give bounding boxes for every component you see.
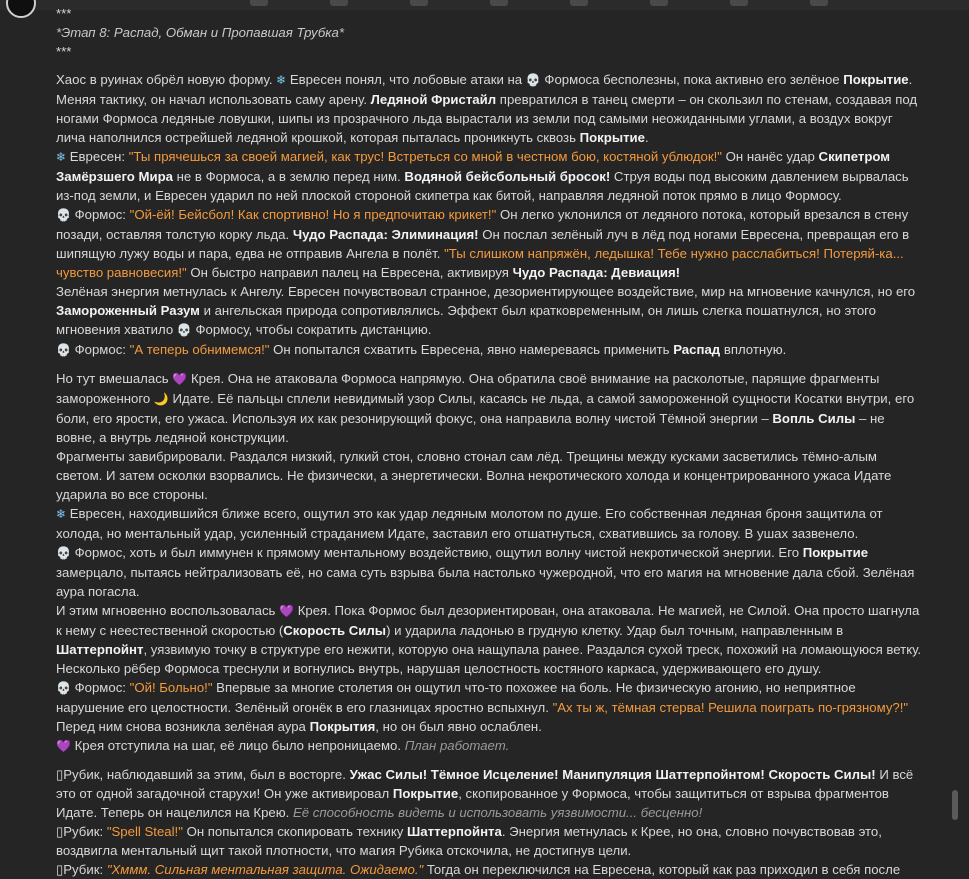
paragraph-9: 💀 Формос, хоть и был иммунен к прямому ментальному воздействию, ощутил волну чистой некротической энергии. Его Покрытие замерцало, пытаясь нейтрализовать её, но сама суть взрыва была настолько чужеродной, что его магия на мгновение дала сбой. Зелёная аура погасла. xyxy=(56,545,915,599)
skull-icon: 💀 xyxy=(56,343,71,357)
paragraph-11: 💀 Формос: "Ой! Больно!" Впервые за многие столетия он ощутил что-то похожее на боль. Не физическую агонию, но неприятное нарушение его целостности. Зелёный огонёк в его глазницах яростно вспыхнул. "Ах ты ж, тёмная стерва! Решила поиграть по-грязному?!" xyxy=(56,680,909,715)
skull-icon: 💀 xyxy=(56,681,71,695)
paragraph-16: ▯Рубик: "Хммм. Сильная ментальная защита. Ожидаемо." Тогда он переключился на Евресена, который как раз приходил в себя после xyxy=(56,862,901,877)
skull-icon: 💀 xyxy=(56,208,71,222)
missing-glyph-icon: ▯ xyxy=(56,767,64,782)
paragraph-6: Но тут вмешалась 💜 Крея. Она не атаковала Формоса напрямую. Она обратила своё внимание на расколотые, парящие фрагменты замороженного 🌙 Идате. Её пальцы сплели невидимый узор Силы, касаясь не льда, а самой замороженной сущности Косатки внутри, его боли, его ярости, его ужаса. Используя их как резонирующий фокус, она направила волну чистой Тёмной энергии – Вопль Силы – не вовне, а внутрь ледяной конструкции. xyxy=(56,371,915,445)
skull-icon: 💀 xyxy=(525,73,541,87)
paragraph-15: ▯Рубик: "Spell Steal!" Он попытался скопировать технику Шаттерпойнта. Энергия метнулась к Крее, но она, словно почувствовав это, воздвигла ментальный щит такой плотности, что магия Рубика отскочила, не достигнув цели. xyxy=(56,824,882,858)
paragraph-12: Перед ним снова возникла зелёная аура Покрытия, но он был явно ослаблен. xyxy=(56,719,542,734)
skull-icon: 💀 xyxy=(56,546,71,560)
paragraph-7: Фрагменты завибрировали. Раздался низкий, гулкий стон, словно стонал сам лёд. Трещины между кусками засветились тёмно-алым светом. И затем осколки взорвались. Не физически, а энергетически. Волна некротического холода и концентрированного ужаса Идате ударила во все стороны. xyxy=(56,449,892,502)
purple-heart-icon: 💜 xyxy=(56,739,71,753)
paragraph-2: ❄ Евресен: "Ты прячешься за своей магией, как трус! Встреться со мной в честном бою, костяной ублюдок!" Он нанёс удар Скипетром Замёрзшего Мира не в Формоса, а в землю перед ним. Водяной бейсбольный бросок! Струя воды под высоким давлением вырвалась из-под земли, и Евресен ударил по ней плоской стороной скипетра как битой, направляя ледяной поток прямо в лицо Формосу. xyxy=(56,149,909,203)
purple-heart-icon: 💜 xyxy=(172,372,188,386)
scrollbar-thumb[interactable] xyxy=(952,790,958,820)
paragraph-4: Зелёная энергия метнулась к Ангелу. Евресен почувствовал странное, дезориентирующее воздействие, мир на мгновение качнулся, но его Замороженный Разум и ангельская природа сопротивлялись. Эффект был кратковременным, он лишь слегка пошатнулся, но этого мгновения хватило 💀 Формосу, чтобы сократить дистанцию. xyxy=(56,284,916,337)
missing-glyph-icon: ▯ xyxy=(56,824,64,839)
stage-title: *Этап 8: Распад, Обман и Пропавшая Трубка* xyxy=(56,25,344,40)
paragraph-1: Хаос в руинах обрёл новую форму. ❄ Евресен понял, что лобовые атаки на 💀 Формоса бесполезны, пока активно его зелёное Покрытие. Меняя тактику, он начал использовать саму арену. Ледяной Фристайл превратился в танец смерти – он скользил по стенам, создавая под ногами Формоса ледяные ловушки, шипы из прозрачного льда вырастали из земли под самыми неожиданными углами, а воздух вокруг лича наполнился острейшей ледяной крошкой, которая пыталась проникнуть сквозь Покрытие. xyxy=(56,72,918,145)
moon-icon: 🌙 xyxy=(153,392,169,406)
separator-bottom: *** xyxy=(56,44,72,59)
snowflake-icon: ❄ xyxy=(276,73,287,87)
separator-top: *** xyxy=(56,6,72,21)
paragraph-13: 💜 Крея отступила на шаг, её лицо было непроницаемо. План работает. xyxy=(56,738,510,753)
paragraph-8: ❄ Евресен, находившийся ближе всего, ощутил это как удар ледяным молотом по душе. Его собственная ледяная броня защитила от холода, но ментальный удар, усиленный страданием Идате, заставил его отшатнуться, схватившись за голову. В ушах зазвенело. xyxy=(56,506,883,541)
paragraph-3: 💀 Формос: "Ой-ёй! Бейсбол! Как спортивно! Но я предпочитаю крикет!" Он легко уклонился от ледяного потока, который врезался в стену позади, оставляя толстую корку льда. Чудо Распада: Элиминация! Он послал зелёный луч в лёд под ногами Евресена, превращая его в шипящую лужу воды и пара, едва не отправив Ангела в полёт. "Ты слишком напряжён, ледышка! Тебе нужно расслабиться! Потеряй-ка... чувство равновесия!" Он быстро направил палец на Евресена, активируя Чудо Распада: Девиация! xyxy=(56,207,910,280)
message-content xyxy=(56,4,922,879)
skull-icon: 💀 xyxy=(176,323,192,337)
paragraph-5: 💀 Формос: "А теперь обнимемся!" Он попытался схватить Евресена, явно намереваясь применить Распад вплотную. xyxy=(56,342,787,357)
paragraph-14: ▯Рубик, наблюдавший за этим, был в восторге. Ужас Силы! Тёмное Исцеление! Манипуляция Шаттерпойнтом! Скорость Силы! И всё это от одной загадочной старухи! Он уже активировал Покрытие, скопированное у Формоса, чтобы защититься от взрыва фрагментов Идате. Теперь он нацелился на Крею. Её способность видеть и использовать уязвимости... бесценно! xyxy=(56,767,914,820)
purple-heart-icon: 💜 xyxy=(279,604,295,618)
missing-glyph-icon: ▯ xyxy=(56,862,64,877)
snowflake-icon: ❄ xyxy=(56,150,67,164)
avatar[interactable] xyxy=(6,0,36,18)
snowflake-icon: ❄ xyxy=(56,507,67,521)
paragraph-10: И этим мгновенно воспользовалась 💜 Крея. Пока Формос был дезориентирован, она атаковала. Не магией, не Силой. Она просто шагнула к нему с неестественной скоростью (Скорость Силы) и ударила ладонью в грудную клетку. Удар был точным, направленным в Шаттерпойнт, уязвимую точку в структуре его нежити, которую она нащупала ранее. Раздался сухой треск, похожий на ломающуюся ветку. Несколько рёбер Формоса треснули и вогнулись внутрь, нарушая целостность костяного каркаса, удерживающего его душу. xyxy=(56,603,922,676)
